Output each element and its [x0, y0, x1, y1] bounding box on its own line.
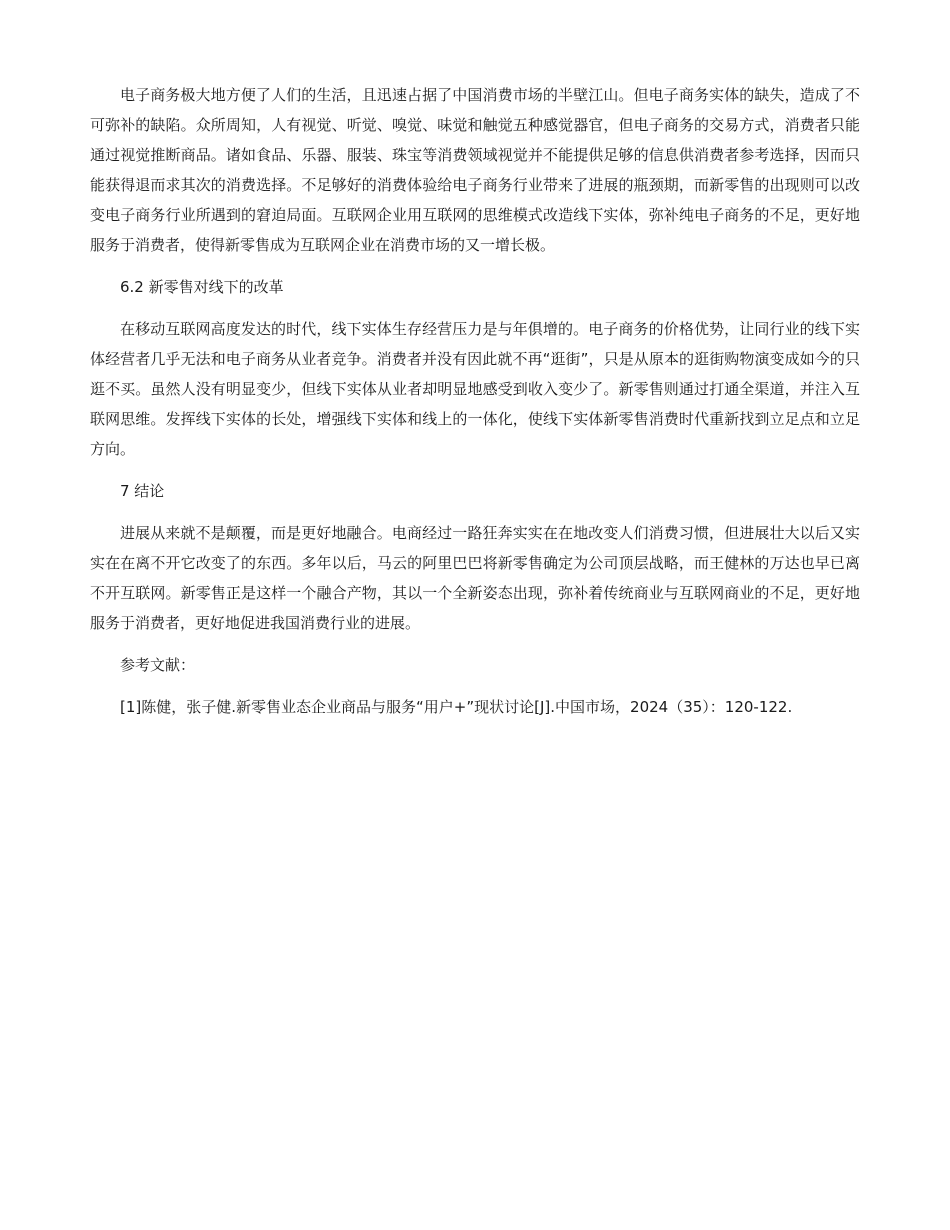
- section-heading-7: 7 结论: [120, 482, 165, 500]
- references-title: 参考文献：: [120, 656, 196, 674]
- paragraph-ecommerce-limits: 电子商务极大地方便了人们的生活，且迅速占据了中国消费市场的半壁江山。但电子商务实体的缺失，造成了不可弥补的缺陷。众所周知，人有视觉、听觉、嗅觉、味觉和触觉五种感觉器官，但电子商务的交易方式，消费者只能通过视觉推断商品。诸如食品、乐器、服装、珠宝等消费领域视觉并不能提供足够的信息供消费者参考选择，因而只能获得退而求其次的消费选择。不足够好的消费体验给电子商务行业带来了进展的瓶颈期，而新零售的出现则可以改变电子商务行业所遇到的窘迫局面。互联网企业用互联网的思维模式改造线下实体，弥补纯电子商务的不足，更好地服务于消费者，使得新零售成为互联网企业在消费市场的又一增长极。: [90, 86, 860, 254]
- paragraph-conclusion: 进展从来就不是颠覆，而是更好地融合。电商经过一路狂奔实实在在地改变人们消费习惯，但进展壮大以后又实实在在离不开它改变了的东西。多年以后，马云的阿里巴巴将新零售确定为公司顶层战略，而王健林的万达也早已离不开互联网。新零售正是这样一个融合产物，其以一个全新姿态出现，弥补着传统商业与互联网商业的不足，更好地服务于消费者，更好地促进我国消费行业的进展。: [90, 524, 860, 632]
- paragraph-offline-reform: 在移动互联网高度发达的时代，线下实体生存经营压力是与年俱增的。电子商务的价格优势，让同行业的线下实体经营者几乎无法和电子商务从业者竞争。消费者并没有因此就不再“逛街”，只是从原本的逛街购物演变成如今的只逛不买。虽然人没有明显变少，但线下实体从业者却明显地感受到收入变少了。新零售则通过打通全渠道，并注入互联网思维。发挥线下实体的长处，增强线下实体和线上的一体化，使线下实体新零售消费时代重新找到立足点和立足方向。: [90, 320, 860, 458]
- document-page: [90, 80, 860, 722]
- section-heading-6-2: 6.2 新零售对线下的改革: [120, 278, 284, 296]
- reference-item-1: [1]陈健，张子健.新零售业态企业商品与服务“用户+”现状讨论[J].中国市场，2024（35）：120-122.: [120, 698, 793, 716]
